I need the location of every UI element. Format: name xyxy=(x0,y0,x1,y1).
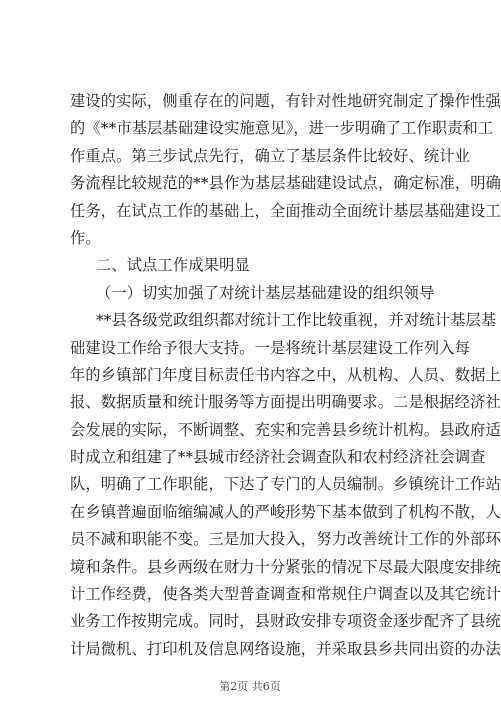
paragraph-line: 境和条件。县乡两级在财力十分紧张的情况下尽最大限度安排统 xyxy=(70,557,501,576)
paragraph-line: 务流程比较规范的**县作为基层基础建设试点，确定标准，明确 xyxy=(70,174,501,193)
section-heading: 二、试点工作成果明显 xyxy=(96,256,250,275)
paragraph-line: 础建设工作给予很大支持。一是将统计基层建设工作列入每 xyxy=(70,338,471,357)
subsection-heading: （一）切实加强了对统计基层基础建设的组织领导 xyxy=(96,283,435,302)
paragraph-line: 队，明确了工作职能，下达了专门的人员编制。乡镇统计工作站 xyxy=(70,475,501,494)
document-body xyxy=(70,88,501,663)
page-footer: 第2页 共6页 xyxy=(219,680,281,693)
paragraph-line: 建设的实际，侧重存在的问题，有针对性地研究制定了操作性强 xyxy=(70,92,501,110)
paragraph-line: 计局微机、打印机及信息网络设施，并采取县乡共同出资的办法 xyxy=(70,639,501,658)
paragraph-line: 年的乡镇部门年度目标责任书内容之中，从机构、人员、数据上 xyxy=(70,365,501,384)
paragraph-line: 业务工作按期完成。同时，县财政安排专项资金逐步配齐了县统 xyxy=(70,612,501,631)
paragraph-line: 计工作经费，使各类大型普查调查和常规住户调查以及其它统计 xyxy=(70,585,501,604)
paragraph-line: 时成立和组建了**县城市经济社会调查队和农村经济社会调查 xyxy=(70,448,486,467)
paragraph-line: 会发展的实际，不断调整、充实和完善县乡统计机构。县政府适 xyxy=(70,420,501,439)
paragraph-line: **县各级党政组织都对统计工作比较重视，并对统计基层基 xyxy=(96,311,497,330)
paragraph-line: 任务，在试点工作的基础上，全面推动全面统计基层基础建设工 xyxy=(70,201,501,220)
paragraph-line: 作。 xyxy=(70,228,101,247)
paragraph-line: 员不减和职能不变。三是加大投入，努力改善统计工作的外部环 xyxy=(70,530,501,549)
paragraph-line: 作重点。第三步试点先行，确立了基层条件比较好、统计业 xyxy=(70,146,471,165)
paragraph-line: 报、数据质量和统计服务等方面提出明确要求。二是根据经济社 xyxy=(70,393,501,412)
paragraph-line: 在乡镇普遍面临缩编减人的严峻形势下基本做到了机构不散，人 xyxy=(70,502,501,521)
paragraph-line: 的《**市基层基础建设实施意见》，进一步明确了工作职责和工 xyxy=(70,119,494,138)
